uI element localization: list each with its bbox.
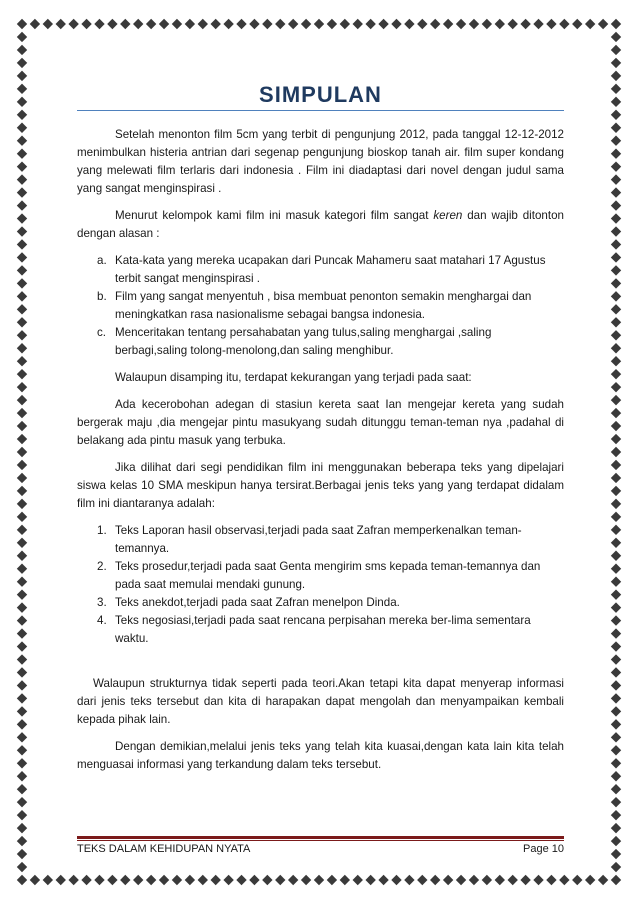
border-diamond (17, 589, 27, 599)
list-item: 2. Teks prosedur,terjadi pada saat Genta mengirim sms kepada teman-temannya dan pada saat memulai mendaki gunung. (97, 560, 541, 591)
footer-rule (77, 836, 564, 839)
border-diamond (81, 875, 91, 885)
border-diamond (611, 58, 621, 68)
border-diamond (120, 875, 130, 885)
border-diamond (611, 849, 621, 859)
border-diamond (611, 382, 621, 392)
border-diamond (546, 875, 556, 885)
border-diamond (17, 797, 27, 807)
paragraph-conclusion: Dengan demikian,melalui jenis teks yang telah kita kuasai,dengan kata lain kita telah menguasai informasi yang terkandung dalam teks tersebut. (77, 740, 564, 771)
border-diamond (443, 19, 453, 29)
border-diamond (611, 667, 621, 677)
border-diamond (482, 875, 492, 885)
border-diamond (611, 745, 621, 755)
border-diamond (611, 576, 621, 586)
border-diamond (17, 213, 27, 223)
border-diamond (611, 758, 621, 768)
border-diamond (301, 875, 311, 885)
border-diamond (611, 291, 621, 301)
border-diamond (43, 19, 53, 29)
border-diamond (17, 110, 27, 120)
border-diamond (611, 434, 621, 444)
border-diamond (236, 19, 246, 29)
border-diamond (17, 278, 27, 288)
border-diamond (611, 136, 621, 146)
border-diamond (417, 875, 427, 885)
border-diamond (146, 875, 156, 885)
paragraph-shortcoming: Walaupun disamping itu, terdapat kekurangan yang terjadi pada saat: (115, 371, 472, 384)
border-diamond (598, 19, 608, 29)
paragraph-intro: Setelah menonton film 5cm yang terbit di pengunjung 2012, pada tanggal 12-12-2012 menimbulkan histeria antrian dari segenap pengunjung bioskop tanah air. film super kondang yang melewati film terlaris dari indonesia . Film ini diadaptasi dari novel dengan judul sama yang sangat menginspirasi . (77, 128, 564, 195)
border-diamond (611, 473, 621, 483)
border-diamond (17, 641, 27, 651)
border-diamond (611, 71, 621, 81)
border-diamond (611, 628, 621, 638)
border-diamond (17, 291, 27, 301)
border-diamond (327, 875, 337, 885)
border-diamond (391, 19, 401, 29)
border-diamond (17, 71, 27, 81)
border-diamond (611, 187, 621, 197)
border-diamond (107, 875, 117, 885)
footer-rule-thin (77, 840, 564, 841)
border-diamond (611, 680, 621, 690)
list-item: 4. Teks negosiasi,terjadi pada saat rencana perpisahan mereka ber-lima sementara waktu. (97, 614, 531, 645)
border-diamond (17, 602, 27, 612)
border-diamond (611, 512, 621, 522)
border-diamond (17, 148, 27, 158)
border-diamond (611, 654, 621, 664)
border-diamond (585, 19, 595, 29)
border-diamond (17, 667, 27, 677)
border-diamond (17, 693, 27, 703)
border-diamond (611, 551, 621, 561)
border-diamond (17, 265, 27, 275)
border-diamond (520, 19, 530, 29)
border-diamond (17, 58, 27, 68)
border-diamond (185, 19, 195, 29)
border-diamond (17, 434, 27, 444)
border-diamond (611, 784, 621, 794)
border-diamond (17, 680, 27, 690)
border-diamond (391, 875, 401, 885)
border-diamond (611, 538, 621, 548)
border-diamond (611, 343, 621, 353)
border-diamond (107, 19, 117, 29)
border-diamond (17, 654, 27, 664)
emphasis-keren: keren (433, 209, 463, 222)
border-diamond (17, 486, 27, 496)
border-diamond (353, 19, 363, 29)
border-diamond (159, 19, 169, 29)
border-diamond (572, 875, 582, 885)
border-diamond (611, 123, 621, 133)
border-diamond (314, 875, 324, 885)
border-diamond (210, 875, 220, 885)
paragraph-text-types: Jika dilihat dari segi pendidikan film ini menggunakan beberapa teks yang dipelajari siswa kelas 10 SMA meskipun hanya tersirat.Berbagai jenis teks yang yang terdapat didalam film ini diantaranya adalah: (77, 461, 564, 510)
border-diamond (611, 499, 621, 509)
border-diamond (262, 19, 272, 29)
border-diamond (611, 32, 621, 42)
border-diamond (17, 395, 27, 405)
border-diamond (559, 875, 569, 885)
border-diamond (507, 875, 517, 885)
border-diamond (611, 797, 621, 807)
border-diamond (611, 304, 621, 314)
border-diamond (17, 408, 27, 418)
border-diamond (469, 875, 479, 885)
border-diamond (417, 19, 427, 29)
border-diamond (572, 19, 582, 29)
border-diamond (378, 19, 388, 29)
border-diamond (456, 875, 466, 885)
border-diamond (611, 564, 621, 574)
border-diamond (611, 19, 621, 29)
border-diamond (17, 330, 27, 340)
border-diamond (17, 628, 27, 638)
border-diamond (17, 84, 27, 94)
border-diamond (533, 19, 543, 29)
border-diamond (198, 19, 208, 29)
border-diamond (611, 771, 621, 781)
border-diamond (611, 693, 621, 703)
list-item: 1. Teks Laporan hasil observasi,terjadi pada saat Zafran memperkenalkan teman-temannya. (97, 524, 522, 555)
border-diamond (546, 19, 556, 29)
border-diamond (43, 875, 53, 885)
border-diamond (611, 615, 621, 625)
border-diamond (223, 19, 233, 29)
list-item: a. Kata-kata yang mereka ucapakan dari Puncak Mahameru saat matahari 17 Agustus terbit sangat menginspirasi . (97, 254, 546, 285)
footer-document-title: TEKS DALAM KEHIDUPAN NYATA (77, 843, 251, 855)
border-diamond (30, 19, 40, 29)
border-diamond (611, 421, 621, 431)
border-diamond (611, 226, 621, 236)
border-diamond (68, 875, 78, 885)
border-diamond (236, 875, 246, 885)
border-diamond (611, 719, 621, 729)
border-diamond (611, 641, 621, 651)
border-diamond (611, 706, 621, 716)
border-diamond (81, 19, 91, 29)
border-diamond (17, 369, 27, 379)
border-diamond (133, 875, 143, 885)
border-diamond (611, 460, 621, 470)
border-diamond (430, 19, 440, 29)
border-diamond (443, 875, 453, 885)
border-diamond (275, 875, 285, 885)
border-diamond (611, 252, 621, 262)
border-diamond (17, 473, 27, 483)
border-diamond (611, 97, 621, 107)
border-diamond (611, 836, 621, 846)
border-diamond (30, 875, 40, 885)
border-diamond (17, 317, 27, 327)
border-diamond (146, 19, 156, 29)
border-diamond (353, 875, 363, 885)
border-diamond (17, 239, 27, 249)
border-diamond (456, 19, 466, 29)
border-diamond (611, 862, 621, 872)
border-diamond (611, 200, 621, 210)
border-diamond (520, 875, 530, 885)
border-diamond (559, 19, 569, 29)
border-diamond (611, 408, 621, 418)
border-diamond (17, 187, 27, 197)
border-diamond (365, 19, 375, 29)
body-text (77, 126, 564, 783)
border-diamond (533, 875, 543, 885)
border-diamond (365, 875, 375, 885)
border-diamond (611, 395, 621, 405)
border-diamond (17, 32, 27, 42)
border-diamond (611, 732, 621, 742)
text-types-list (77, 522, 564, 648)
border-diamond (611, 84, 621, 94)
border-diamond (611, 330, 621, 340)
border-diamond (611, 174, 621, 184)
spacer (77, 657, 564, 675)
border-diamond (17, 615, 27, 625)
border-diamond (17, 460, 27, 470)
border-diamond (94, 875, 104, 885)
paragraph-reasons-intro: Menurut kelompok kami film ini masuk kategori film sangat keren dan wajib ditonton dengan alasan : (77, 209, 564, 240)
border-diamond (17, 732, 27, 742)
border-diamond (17, 174, 27, 184)
border-diamond (430, 875, 440, 885)
border-diamond (17, 512, 27, 522)
border-diamond (17, 123, 27, 133)
border-diamond (172, 875, 182, 885)
border-diamond (598, 875, 608, 885)
border-diamond (17, 784, 27, 794)
border-diamond (611, 148, 621, 158)
paragraph-station-scene: Ada kecerobohan adegan di stasiun kereta saat Ian mengejar kereta yang sudah bergerak maju ,dia mengejar pintu masukyang sudah ditunggu teman-teman nya ,padahal di belakang ada pintu masuk yang terbuka. (77, 398, 564, 447)
border-diamond (288, 19, 298, 29)
border-diamond (611, 45, 621, 55)
border-diamond (172, 19, 182, 29)
border-diamond (17, 823, 27, 833)
border-diamond (17, 447, 27, 457)
border-diamond (611, 589, 621, 599)
border-diamond (133, 19, 143, 29)
border-diamond (17, 745, 27, 755)
border-diamond (17, 758, 27, 768)
border-diamond (17, 252, 27, 262)
border-diamond (17, 226, 27, 236)
border-diamond (56, 875, 66, 885)
border-diamond (340, 19, 350, 29)
border-diamond (17, 304, 27, 314)
border-diamond (301, 19, 311, 29)
border-diamond (340, 875, 350, 885)
border-diamond (17, 862, 27, 872)
border-diamond (327, 19, 337, 29)
border-diamond (611, 369, 621, 379)
border-diamond (17, 343, 27, 353)
border-diamond (17, 200, 27, 210)
border-diamond (17, 97, 27, 107)
border-diamond (17, 706, 27, 716)
border-diamond (17, 382, 27, 392)
border-diamond (17, 849, 27, 859)
border-diamond (17, 810, 27, 820)
border-diamond (611, 823, 621, 833)
border-diamond (611, 265, 621, 275)
border-diamond (17, 499, 27, 509)
border-diamond (198, 875, 208, 885)
border-diamond (275, 19, 285, 29)
border-diamond (17, 576, 27, 586)
border-diamond (17, 19, 27, 29)
page-title: SIMPULAN (259, 82, 382, 107)
border-diamond (611, 447, 621, 457)
border-diamond (611, 213, 621, 223)
border-diamond (314, 19, 324, 29)
footer-page-number: Page 10 (523, 843, 564, 855)
border-diamond (17, 356, 27, 366)
reasons-list (77, 252, 564, 360)
border-diamond (94, 19, 104, 29)
border-diamond (223, 875, 233, 885)
border-diamond (611, 525, 621, 535)
border-diamond (56, 19, 66, 29)
border-diamond (611, 356, 621, 366)
border-diamond (288, 875, 298, 885)
border-diamond (611, 810, 621, 820)
border-diamond (17, 564, 27, 574)
border-diamond (611, 239, 621, 249)
paragraph-structure: Walaupun strukturnya tidak seperti pada teori.Akan tetapi kita dapat menyerap informasi dari jenis teks tersebut dan kita di harapakan dapat mengolah dan menyampaikan kembali kepada pihak lain. (77, 677, 564, 726)
border-diamond (159, 875, 169, 885)
border-diamond (611, 161, 621, 171)
border-diamond (378, 875, 388, 885)
border-diamond (585, 875, 595, 885)
border-diamond (17, 161, 27, 171)
border-diamond (611, 875, 621, 885)
border-diamond (482, 19, 492, 29)
border-diamond (17, 836, 27, 846)
border-diamond (469, 19, 479, 29)
border-diamond (507, 19, 517, 29)
border-diamond (404, 875, 414, 885)
border-diamond (495, 875, 505, 885)
list-item: b. Film yang sangat menyentuh , bisa membuat penonton semakin menghargai dan meningkatkan rasa nasionalisme sebagai bangsa indonesia. (97, 290, 532, 321)
border-diamond (249, 19, 259, 29)
border-diamond (262, 875, 272, 885)
border-diamond (495, 19, 505, 29)
border-diamond (611, 278, 621, 288)
border-diamond (17, 45, 27, 55)
border-diamond (120, 19, 130, 29)
border-diamond (210, 19, 220, 29)
border-diamond (611, 602, 621, 612)
border-diamond (17, 771, 27, 781)
border-diamond (17, 875, 27, 885)
title-underline (77, 110, 564, 111)
border-diamond (17, 525, 27, 535)
border-diamond (17, 538, 27, 548)
border-diamond (611, 486, 621, 496)
border-diamond (611, 110, 621, 120)
border-diamond (404, 19, 414, 29)
list-item: c. Menceritakan tentang persahabatan yang tulus,saling menghargai ,saling berbagi,saling tolong-menolong,dan saling menghibur. (97, 326, 492, 357)
border-diamond (17, 421, 27, 431)
border-diamond (68, 19, 78, 29)
border-diamond (17, 136, 27, 146)
border-diamond (249, 875, 259, 885)
border-diamond (611, 317, 621, 327)
list-item: 3. Teks anekdot,terjadi pada saat Zafran menelpon Dinda. (97, 596, 400, 609)
border-diamond (185, 875, 195, 885)
border-diamond (17, 719, 27, 729)
border-diamond (17, 551, 27, 561)
